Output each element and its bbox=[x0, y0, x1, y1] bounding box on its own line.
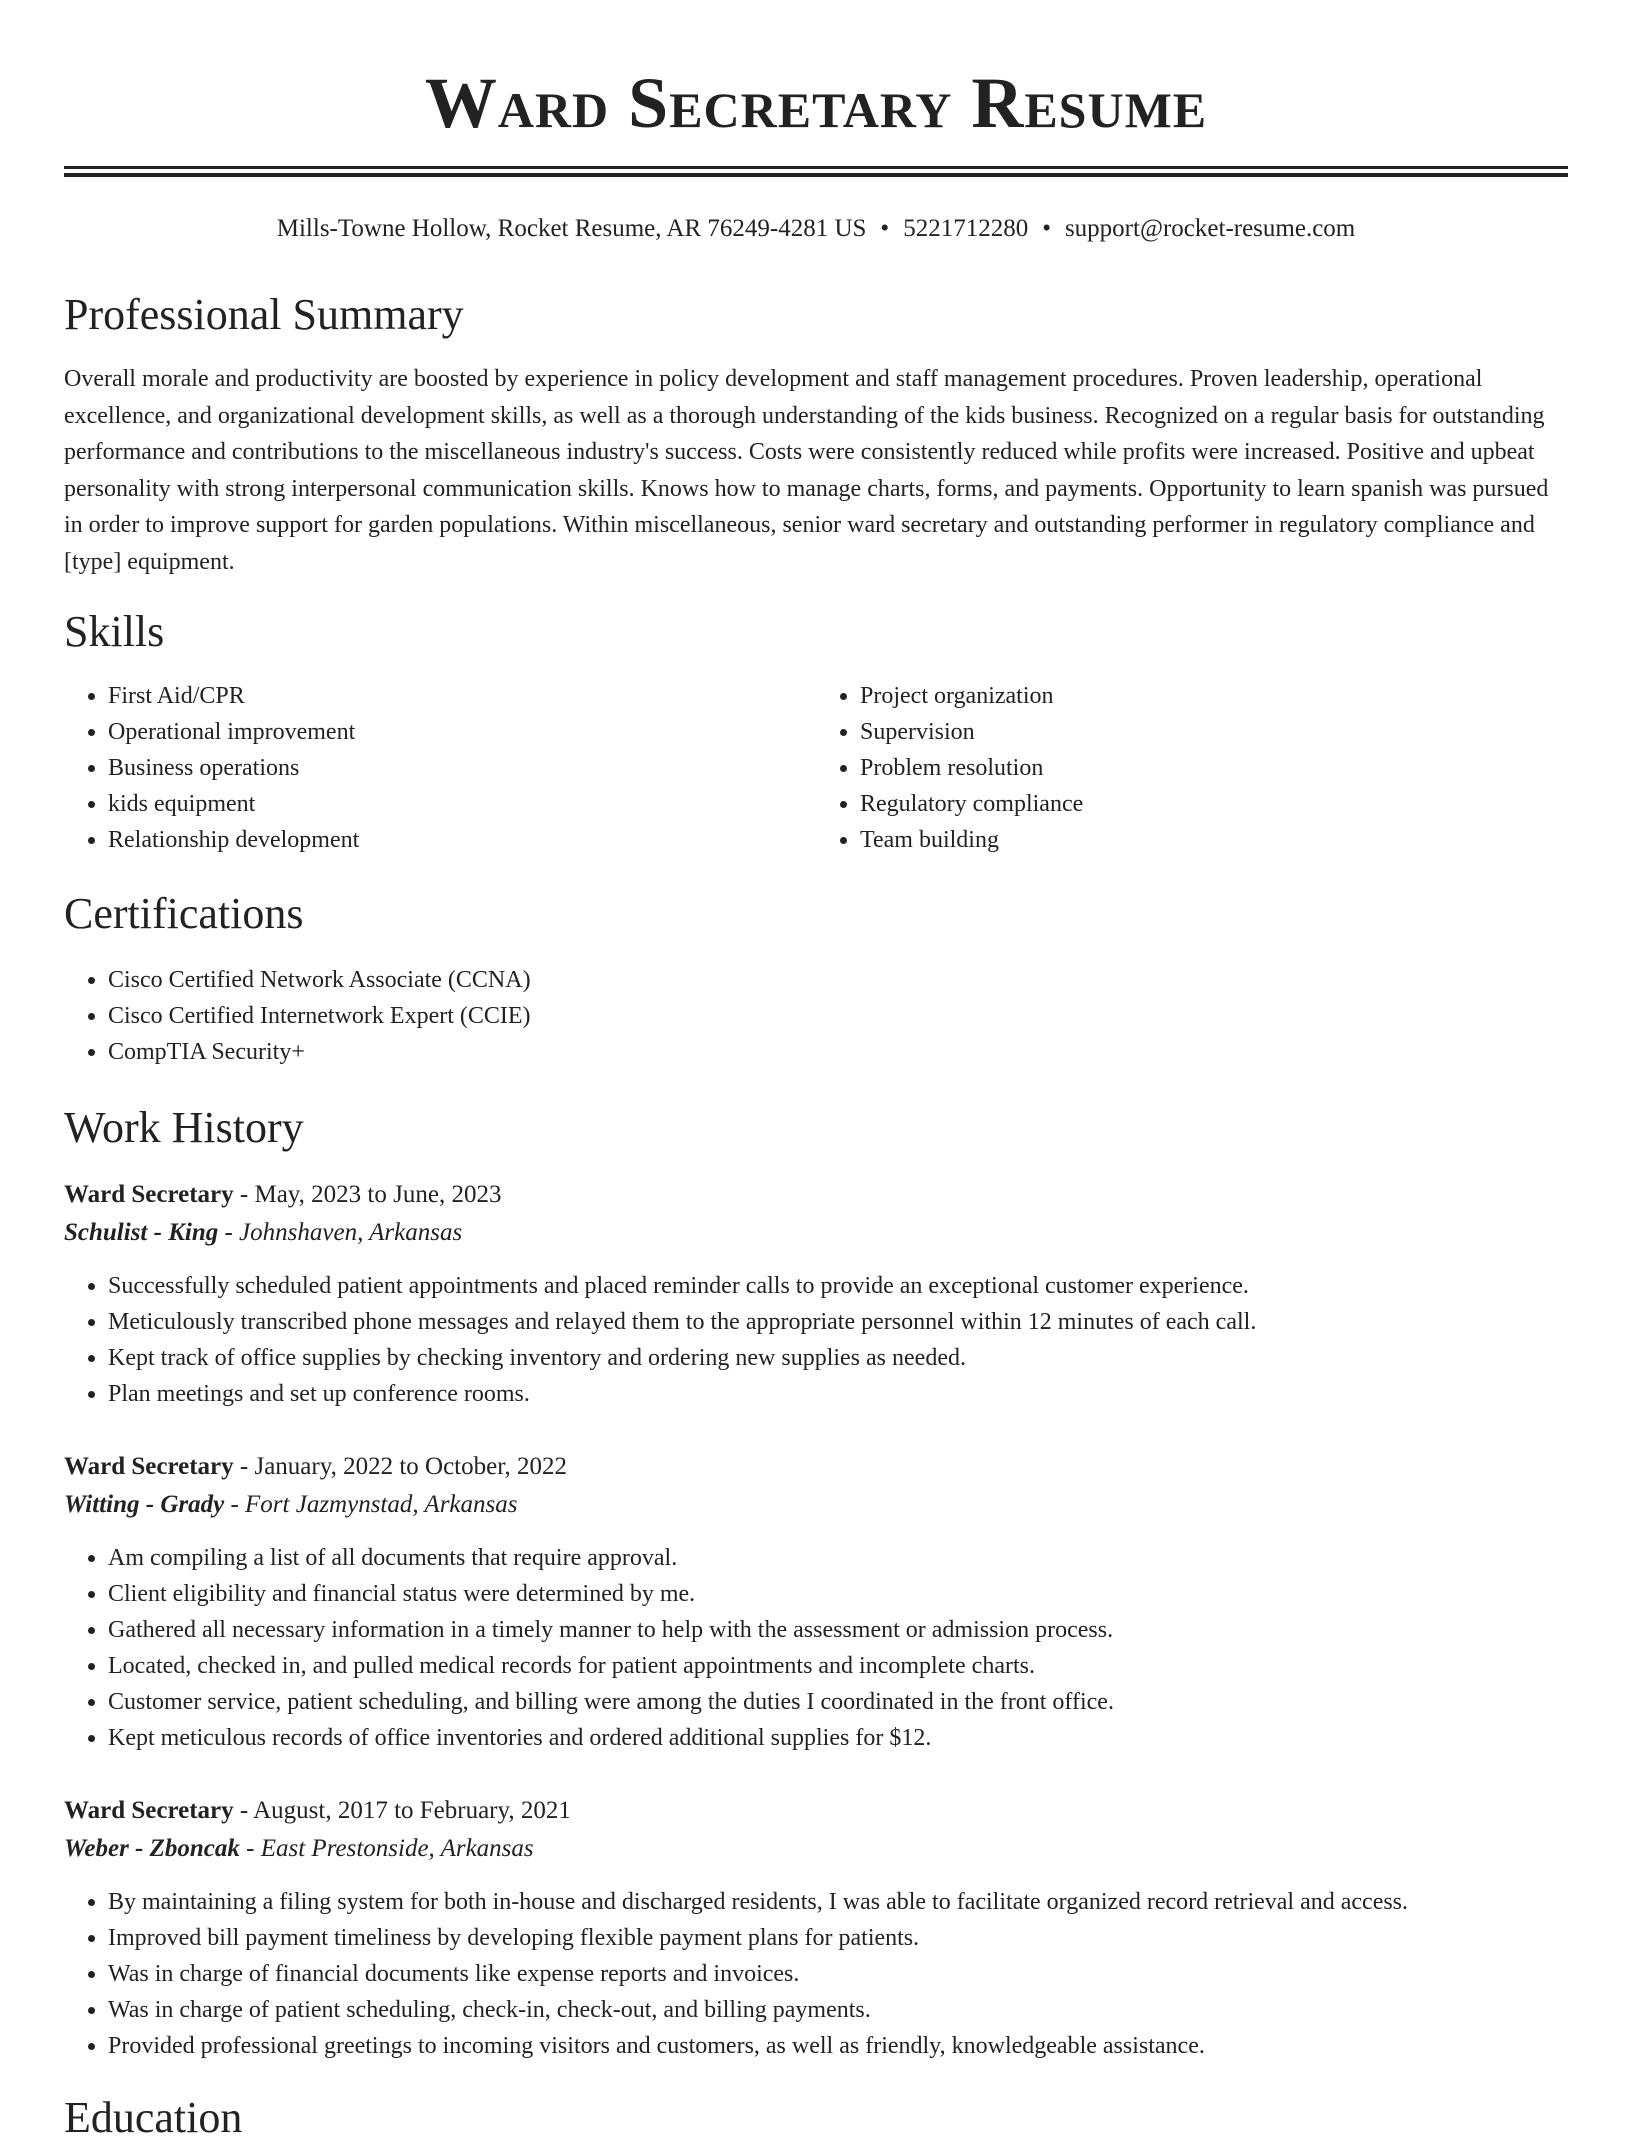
job-duties-list bbox=[64, 1268, 1568, 1412]
job-location: - Fort Jazmynstad, Arkansas bbox=[230, 1491, 518, 1518]
certification-item: • Cisco Certified Internetwork Expert (CCIE) bbox=[108, 998, 1568, 1034]
certification-item: • Cisco Certified Network Associate (CCNA) bbox=[108, 962, 1568, 998]
summary-text: Overall morale and productivity are boosted by experience in policy development and staff management procedures. Proven leadership, operational excellence, and organizational development skills, as well as a thorough understanding of the kids business. Recognized on a regular basis for outstanding performance and contributions to the miscellaneous industry's success. Costs were consistently reduced while profits were increased. Positive and upbeat personality with strong interpersonal communication skills. Knows how to manage charts, forms, and payments. Opportunity to learn spanish was pursued in order to improve support for garden populations. Within miscellaneous, senior ward secretary and outstanding performer in regulatory compliance and [type] equipment. bbox=[64, 366, 1549, 575]
skill-item: • Team building bbox=[860, 822, 1568, 858]
contact-email: support@rocket-resume.com bbox=[1064, 215, 1356, 242]
job-duty: • By maintaining a filing system for both in-house and discharged residents, I was able to facilitate organized record retrieval and access. bbox=[108, 1884, 1568, 1920]
job-duty: • Located, checked in, and pulled medical records for patient appointments and incomplete charts. bbox=[108, 1648, 1568, 1684]
certifications-list bbox=[64, 962, 1568, 1070]
skill-item: • Operational improvement bbox=[108, 714, 816, 750]
summary-heading: Professional Summary bbox=[64, 290, 464, 339]
job-company-line bbox=[64, 1830, 1568, 1868]
job-company: Witting - Grady bbox=[64, 1491, 225, 1518]
job-entry bbox=[64, 1448, 1568, 1756]
certification-item: • CompTIA Security+ bbox=[108, 1034, 1568, 1070]
skill-item: • Relationship development bbox=[108, 822, 816, 858]
job-location: - East Prestonside, Arkansas bbox=[246, 1835, 534, 1862]
job-company: Schulist - King bbox=[64, 1219, 219, 1246]
job-role: Ward Secretary bbox=[64, 1797, 234, 1824]
job-location: - Johnshaven, Arkansas bbox=[224, 1219, 463, 1246]
resume-title: Ward Secretary Resume bbox=[424, 63, 1208, 143]
job-title-line bbox=[64, 1448, 1568, 1486]
skills-list-left bbox=[64, 678, 816, 858]
job-role: Ward Secretary bbox=[64, 1181, 234, 1208]
job-duty: • Provided professional greetings to incoming visitors and customers, as well as friendly, knowledgeable assistance. bbox=[108, 2028, 1568, 2064]
job-company: Weber - Zboncak bbox=[64, 1835, 240, 1862]
skills-grid bbox=[64, 678, 1568, 858]
job-dates: - May, 2023 to June, 2023 bbox=[239, 1181, 502, 1208]
job-duty: • Kept track of office supplies by checking inventory and ordering new supplies as needed. bbox=[108, 1340, 1568, 1376]
job-duty: • Meticulously transcribed phone messages and relayed them to the appropriate personnel within 12 minutes of each call. bbox=[108, 1304, 1568, 1340]
job-duty: • Plan meetings and set up conference rooms. bbox=[108, 1376, 1568, 1412]
job-duty: • Kept meticulous records of office inventories and ordered additional supplies for $12. bbox=[108, 1720, 1568, 1756]
contact-separator: • bbox=[1042, 215, 1051, 242]
job-duty: • Client eligibility and financial status were determined by me. bbox=[108, 1576, 1568, 1612]
job-duty: • Successfully scheduled patient appointments and placed reminder calls to provide an exceptional customer experience. bbox=[108, 1268, 1568, 1304]
job-dates: - August, 2017 to February, 2021 bbox=[239, 1797, 571, 1824]
skill-item: • kids equipment bbox=[108, 786, 816, 822]
education-heading: Education bbox=[64, 2093, 243, 2142]
skill-item: • Supervision bbox=[860, 714, 1568, 750]
job-duty: • Am compiling a list of all documents that require approval. bbox=[108, 1540, 1568, 1576]
job-role: Ward Secretary bbox=[64, 1453, 234, 1480]
skill-item: • Problem resolution bbox=[860, 750, 1568, 786]
job-company-line bbox=[64, 1214, 1568, 1252]
skill-item: • Project organization bbox=[860, 678, 1568, 714]
job-duties-list bbox=[64, 1540, 1568, 1756]
job-dates: - January, 2022 to October, 2022 bbox=[239, 1453, 568, 1480]
job-company-line bbox=[64, 1486, 1568, 1524]
contact-phone: 5221712280 bbox=[903, 215, 1029, 242]
skills-heading: Skills bbox=[64, 607, 165, 656]
job-duty: • Customer service, patient scheduling, and billing were among the duties I coordinated in the front office. bbox=[108, 1684, 1568, 1720]
job-title-line bbox=[64, 1792, 1568, 1830]
job-duty: • Was in charge of patient scheduling, check-in, check-out, and billing payments. bbox=[108, 1992, 1568, 2028]
job-entry bbox=[64, 1176, 1568, 1412]
job-duty: • Improved bill payment timeliness by developing flexible payment plans for patients. bbox=[108, 1920, 1568, 1956]
skills-list-right bbox=[816, 678, 1568, 858]
certifications-heading: Certifications bbox=[64, 889, 304, 938]
contact-address: Mills-Towne Hollow, Rocket Resume, AR 76249-4281 US bbox=[276, 215, 867, 242]
contact-line bbox=[64, 213, 1568, 245]
job-duty: • Was in charge of financial documents like expense reports and invoices. bbox=[108, 1956, 1568, 1992]
skill-item: • First Aid/CPR bbox=[108, 678, 816, 714]
skill-item: • Regulatory compliance bbox=[860, 786, 1568, 822]
job-duties-list bbox=[64, 1884, 1568, 2064]
title-double-rule bbox=[64, 166, 1568, 177]
job-duty: • Gathered all necessary information in a timely manner to help with the assessment or admission process. bbox=[108, 1612, 1568, 1648]
job-entry bbox=[64, 1792, 1568, 2064]
skill-item: • Business operations bbox=[108, 750, 816, 786]
contact-separator: • bbox=[880, 215, 890, 242]
job-title-line bbox=[64, 1176, 1568, 1214]
work-history-heading: Work History bbox=[64, 1103, 304, 1152]
